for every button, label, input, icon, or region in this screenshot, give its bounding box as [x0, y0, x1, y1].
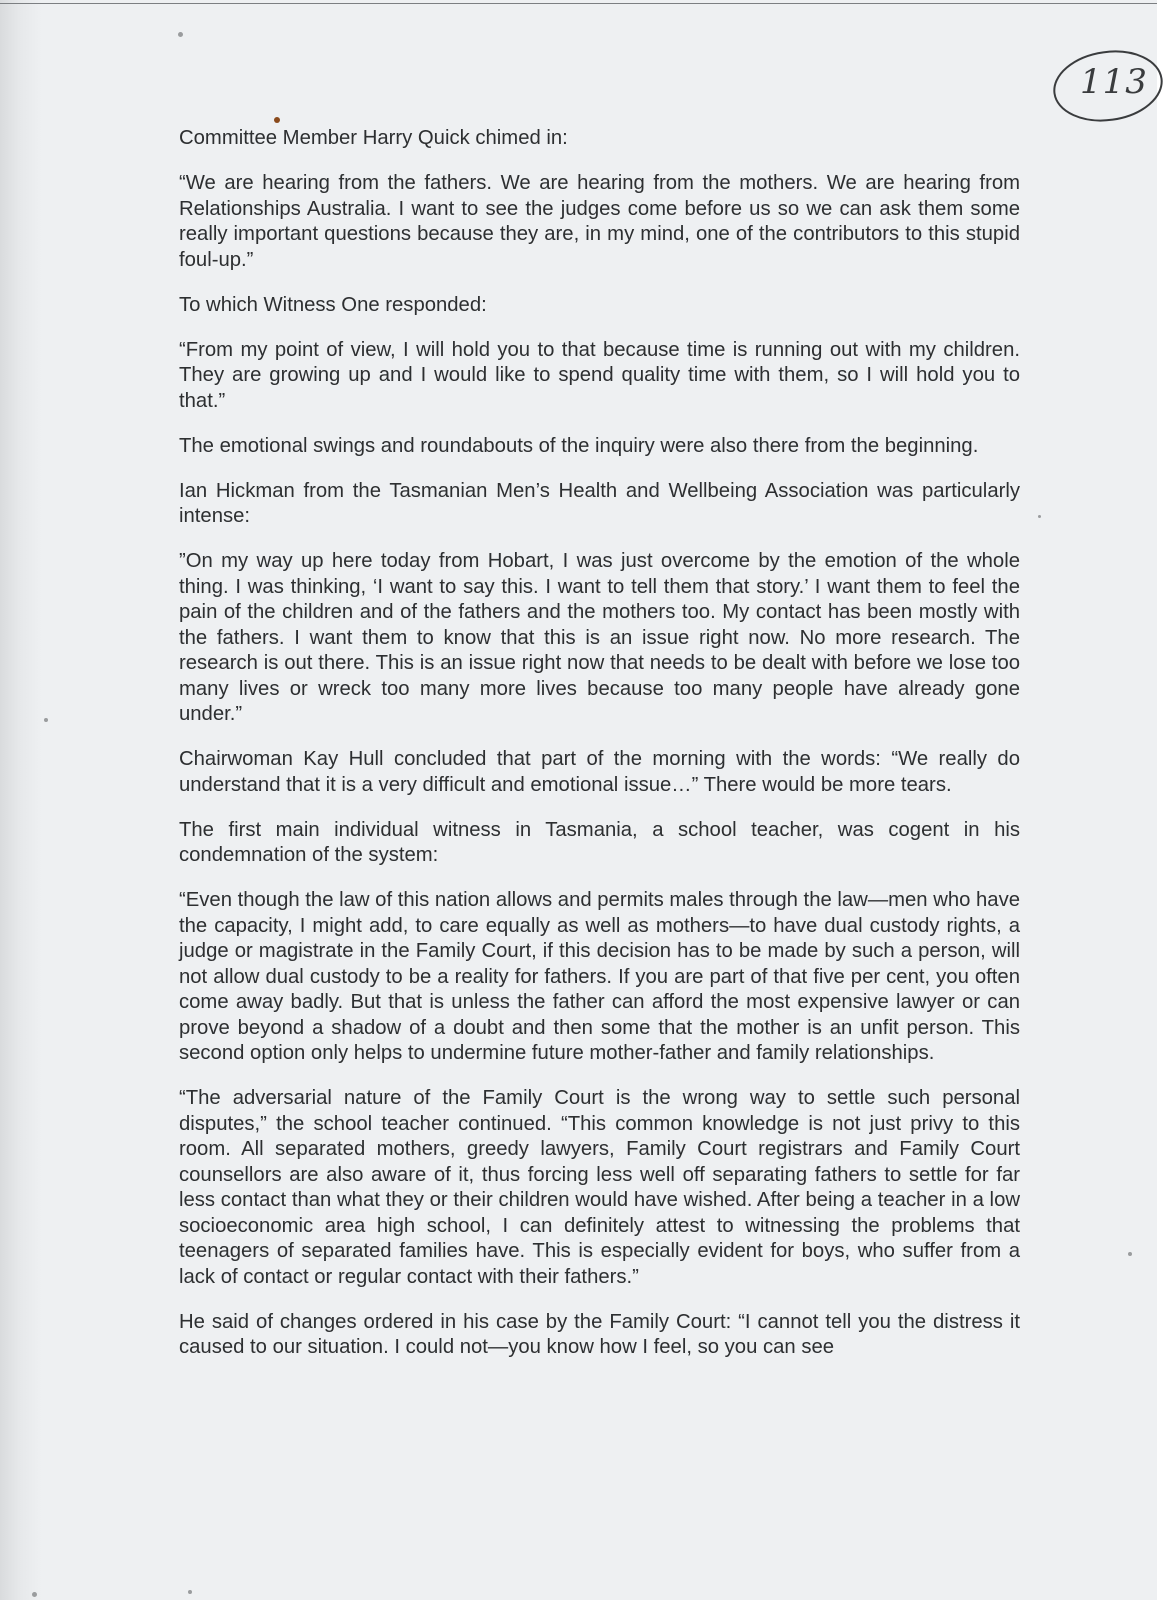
page-number-text: 113: [1080, 62, 1148, 102]
scan-top-edge: [0, 3, 1163, 4]
scan-shadow-left: [0, 0, 42, 1600]
paragraph: “The adversarial nature of the Family Court is the wrong way to settle such personal disputes,” the school teacher continued. “This common knowledge is not just privy to this room. All separated mothers, greedy lawyers, Family Court registrars and Family Court counsellors are also aware of it, thus forcing less well off separating fathers to settle for far less contact than what they or their children would have wished. After being a teacher in a low socioeconomic area high school, I can definitely attest to witnessing the problems that teenagers of separated families have. This is especially evident for boys, who suffer from a lack of contact or regular contact with their fathers.”: [179, 1087, 1020, 1288]
scan-speck: [1038, 515, 1041, 518]
scan-speck: [44, 718, 48, 722]
paragraph: “Even though the law of this nation allows and permits males through the law—men who have the capacity, I might add, to care equally as well as mothers—to have dual custody rights, a judge or magistrate in the Family Court, if this decision has to be made by such a person, will not allow dual custody to be a reality for fathers. If you are part of that five per cent, you often come away badly. But that is unless the father can afford the most expensive lawyer or can prove beyond a shadow of a doubt and then some that the mother is an unfit person. This second option only helps to undermine future mother-father and family relationships.: [179, 889, 1021, 1064]
paragraph: He said of changes ordered in his case by the Family Court: “I cannot tell you the distress it caused to our situation. I could not—you know how I feel, so you can see: [179, 1310, 1020, 1358]
scan-speck: [1128, 1252, 1132, 1256]
paragraph: The first main individual witness in Tasmania, a school teacher, was cogent in his condemnation of the system:: [179, 818, 1020, 866]
paragraph: “From my point of view, I will hold you to that because time is running out with my children. They are growing up and I would like to spend quality time with them, so I will hold you to that.”: [179, 338, 1020, 412]
document-body: [179, 126, 1020, 1380]
paragraph: Chairwoman Kay Hull concluded that part of the morning with the words: “We really do understand that it is a very difficult and emotional issue…” There would be more tears.: [179, 748, 1020, 796]
paragraph: Committee Member Harry Quick chimed in:: [179, 127, 568, 149]
paragraph: Ian Hickman from the Tasmanian Men’s Health and Wellbeing Association was particularly intense:: [179, 479, 1020, 527]
scan-right-edge: [1157, 0, 1163, 1600]
paragraph: ”On my way up here today from Hobart, I was just overcome by the emotion of the whole thing. I was thinking, ‘I want to say this. I want to tell them that story.’ I want them to feel the pain of the children and of the fathers and the mothers too. My contact has been mostly with the fathers. I want them to know that this is an issue right now. No more research. The research is out there. This is an issue right now that needs to be dealt with before we lose too many lives or wreck too many more lives because too many people have already gone under.”: [179, 550, 1020, 725]
paragraph: To which Witness One responded:: [179, 293, 487, 316]
scan-speck: [178, 32, 183, 37]
scan-speck: [274, 117, 280, 123]
paragraph: The emotional swings and roundabouts of the inquiry were also there from the beginning.: [179, 434, 979, 457]
handwritten-page-number: [1050, 42, 1163, 132]
scan-speck: [32, 1592, 37, 1597]
paragraph: “We are hearing from the fathers. We are hearing from the mothers. We are hearing from Relationships Australia. I want to see the judges come before us so we can ask them some really important questions because they are, in my mind, one of the contributors to this stupid foul-up.”: [179, 172, 1020, 271]
scan-speck: [188, 1590, 192, 1594]
